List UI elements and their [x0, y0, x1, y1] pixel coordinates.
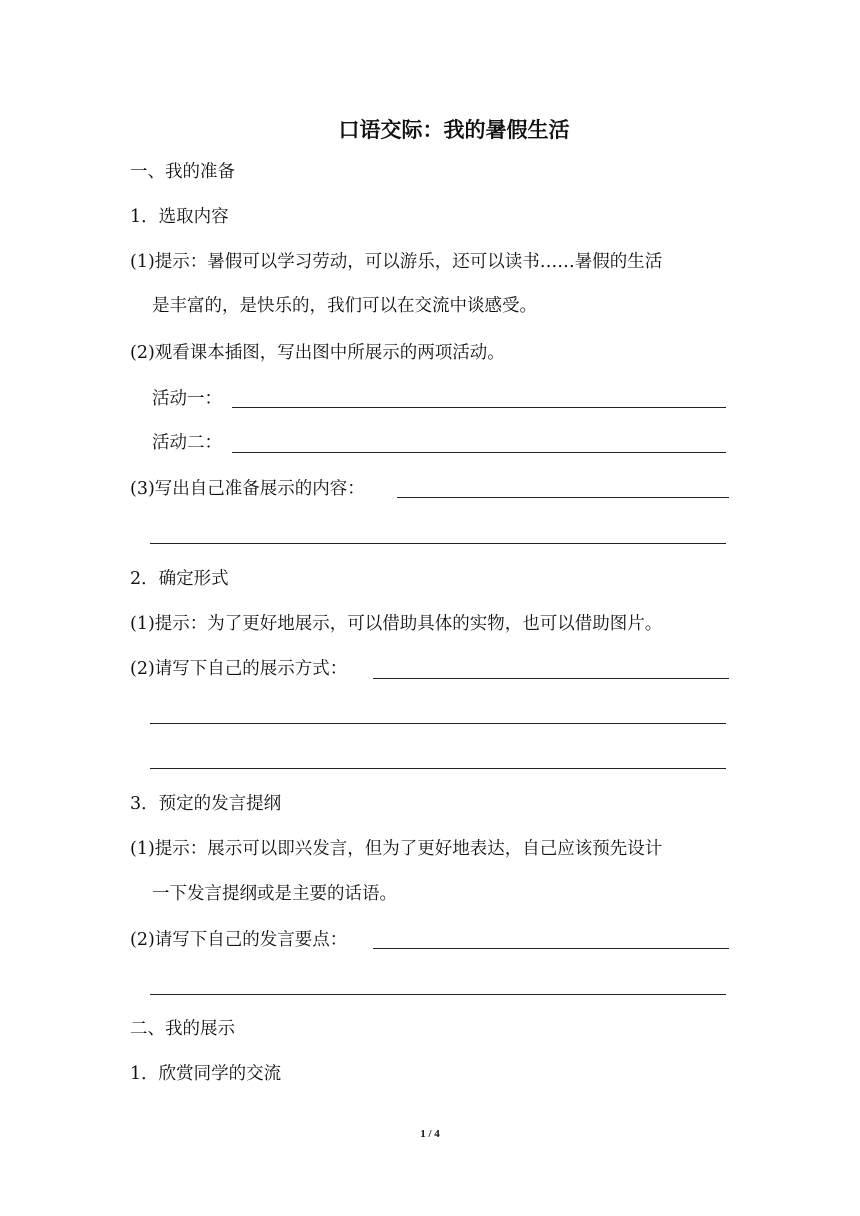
- question-speech-points: (2)请写下自己的发言要点：: [130, 930, 348, 950]
- speech-points-answer-line-2[interactable]: [150, 994, 726, 995]
- item-heading-speech-outline: 3．预定的发言提纲: [130, 794, 282, 814]
- question-display-method: (2)请写下自己的展示方式：: [130, 659, 348, 679]
- activity-two-answer-line[interactable]: [232, 452, 726, 453]
- speech-points-answer-line[interactable]: [373, 948, 729, 949]
- hint-outline-line-1: (1)提示：展示可以即兴发言，但为了更好地表达，自己应该预先设计: [130, 839, 663, 859]
- section-heading-preparation: 一、我的准备: [130, 162, 235, 182]
- question-observe-illustration: (2)观看课本插图，写出图中所展示的两项活动。: [130, 343, 505, 363]
- document-title: 口语交际：我的暑假生活: [338, 118, 570, 142]
- item-heading-determine-form: 2．确定形式: [130, 569, 229, 589]
- activity-one-answer-line[interactable]: [232, 407, 726, 408]
- item-heading-appreciate: 1．欣赏同学的交流: [130, 1064, 282, 1084]
- page-number: 1 / 4: [420, 1128, 440, 1140]
- section-heading-presentation: 二、我的展示: [130, 1019, 235, 1039]
- hint-form-text: (1)提示：为了更好地展示，可以借助具体的实物，也可以借助图片。: [130, 614, 663, 634]
- display-content-answer-line[interactable]: [397, 497, 729, 498]
- hint-text-line-2: 是丰富的，是快乐的，我们可以在交流中谈感受。: [152, 296, 537, 316]
- display-method-answer-line-2[interactable]: [150, 723, 726, 724]
- activity-one-label: 活动一：: [152, 389, 222, 409]
- hint-text-line-1: (1)提示：暑假可以学习劳动，可以游乐，还可以读书……暑假的生活: [130, 252, 663, 272]
- item-heading-select-content: 1．选取内容: [130, 207, 229, 227]
- activity-two-label: 活动二：: [152, 433, 222, 453]
- display-method-answer-line-3[interactable]: [150, 768, 726, 769]
- display-method-answer-line[interactable]: [373, 678, 729, 679]
- display-content-answer-line-2[interactable]: [150, 543, 726, 544]
- hint-outline-line-2: 一下发言提纲或是主要的话语。: [152, 884, 397, 904]
- question-display-content: (3)写出自己准备展示的内容：: [130, 479, 365, 499]
